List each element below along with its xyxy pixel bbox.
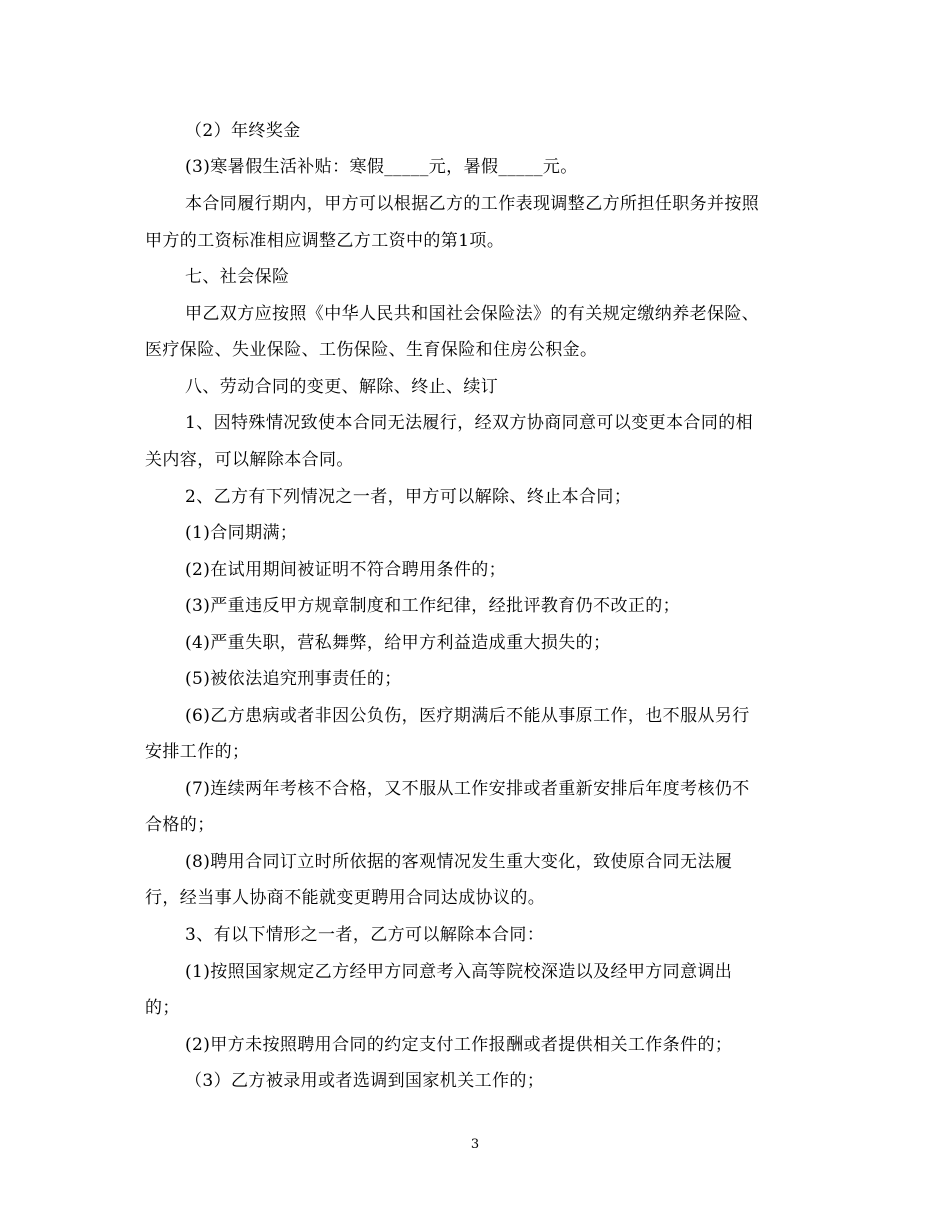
list-item: (5)被依法追究刑事责任的； — [185, 669, 402, 689]
list-item: (3)严重违反甲方规章制度和工作纪律，经批评教育仍不改正的； — [185, 596, 681, 616]
list-item: (8)聘用合同订立时所依据的客观情况发生重大变化，致使原合同无法履 — [185, 852, 733, 872]
list-item-continuation: 合格的； — [145, 815, 215, 835]
list-item: (4)严重失职，营私舞弊，给甲方利益造成重大损失的； — [185, 633, 611, 653]
list-item-continuation: 行，经当事人协商不能就变更聘用合同达成协议的。 — [145, 888, 546, 908]
paragraph-line: 2、乙方有下列情况之一者，甲方可以解除、终止本合同； — [185, 487, 632, 507]
paragraph-line: 甲乙双方应按照《中华人民共和国社会保险法》的有关规定缴纳养老保险、 — [185, 304, 760, 324]
paragraph-line: 3、有以下情形之一者，乙方可以解除本合同： — [185, 925, 545, 945]
paragraph-line: 1、因特殊情况致使本合同无法履行，经双方协商同意可以变更本合同的相 — [185, 413, 754, 433]
paragraph-line: （2）年终奖金 — [185, 121, 301, 141]
list-item: (2)在试用期间被证明不符合聘用条件的； — [185, 560, 507, 580]
list-item-continuation: 安排工作的； — [145, 742, 250, 762]
list-item: (1)按照国家规定乙方经甲方同意考入高等院校深造以及经甲方同意调出 — [185, 962, 733, 982]
paragraph-line: 本合同履行期内，甲方可以根据乙方的工作表现调整乙方所担任职务并按照 — [185, 194, 760, 214]
paragraph-line: (3)寒暑假生活补贴：寒假_____元，暑假_____元。 — [185, 157, 578, 177]
paragraph-line: 关内容，可以解除本合同。 — [145, 450, 354, 470]
paragraph-line: 医疗保险、失业保险、工伤保险、生育保险和住房公积金。 — [145, 340, 598, 360]
list-item: (6)乙方患病或者非因公负伤，医疗期满后不能从事原工作，也不服从另行 — [185, 706, 750, 726]
list-item-continuation: 的； — [145, 998, 180, 1018]
list-item: (7)连续两年考核不合格，又不服从工作安排或者重新安排后年度考核仍不 — [185, 779, 750, 799]
list-item: （3）乙方被录用或者选调到国家机关工作的； — [185, 1071, 545, 1091]
section-heading: 八、劳动合同的变更、解除、终止、续订 — [185, 377, 499, 397]
list-item: (1)合同期满； — [185, 523, 298, 543]
page-number: 3 — [470, 1137, 480, 1152]
list-item: (2)甲方未按照聘用合同的约定支付工作报酬或者提供相关工作条件的； — [185, 1035, 733, 1055]
section-heading: 七、社会保险 — [185, 267, 290, 287]
paragraph-line: 甲方的工资标准相应调整乙方工资中的第1项。 — [145, 231, 505, 251]
